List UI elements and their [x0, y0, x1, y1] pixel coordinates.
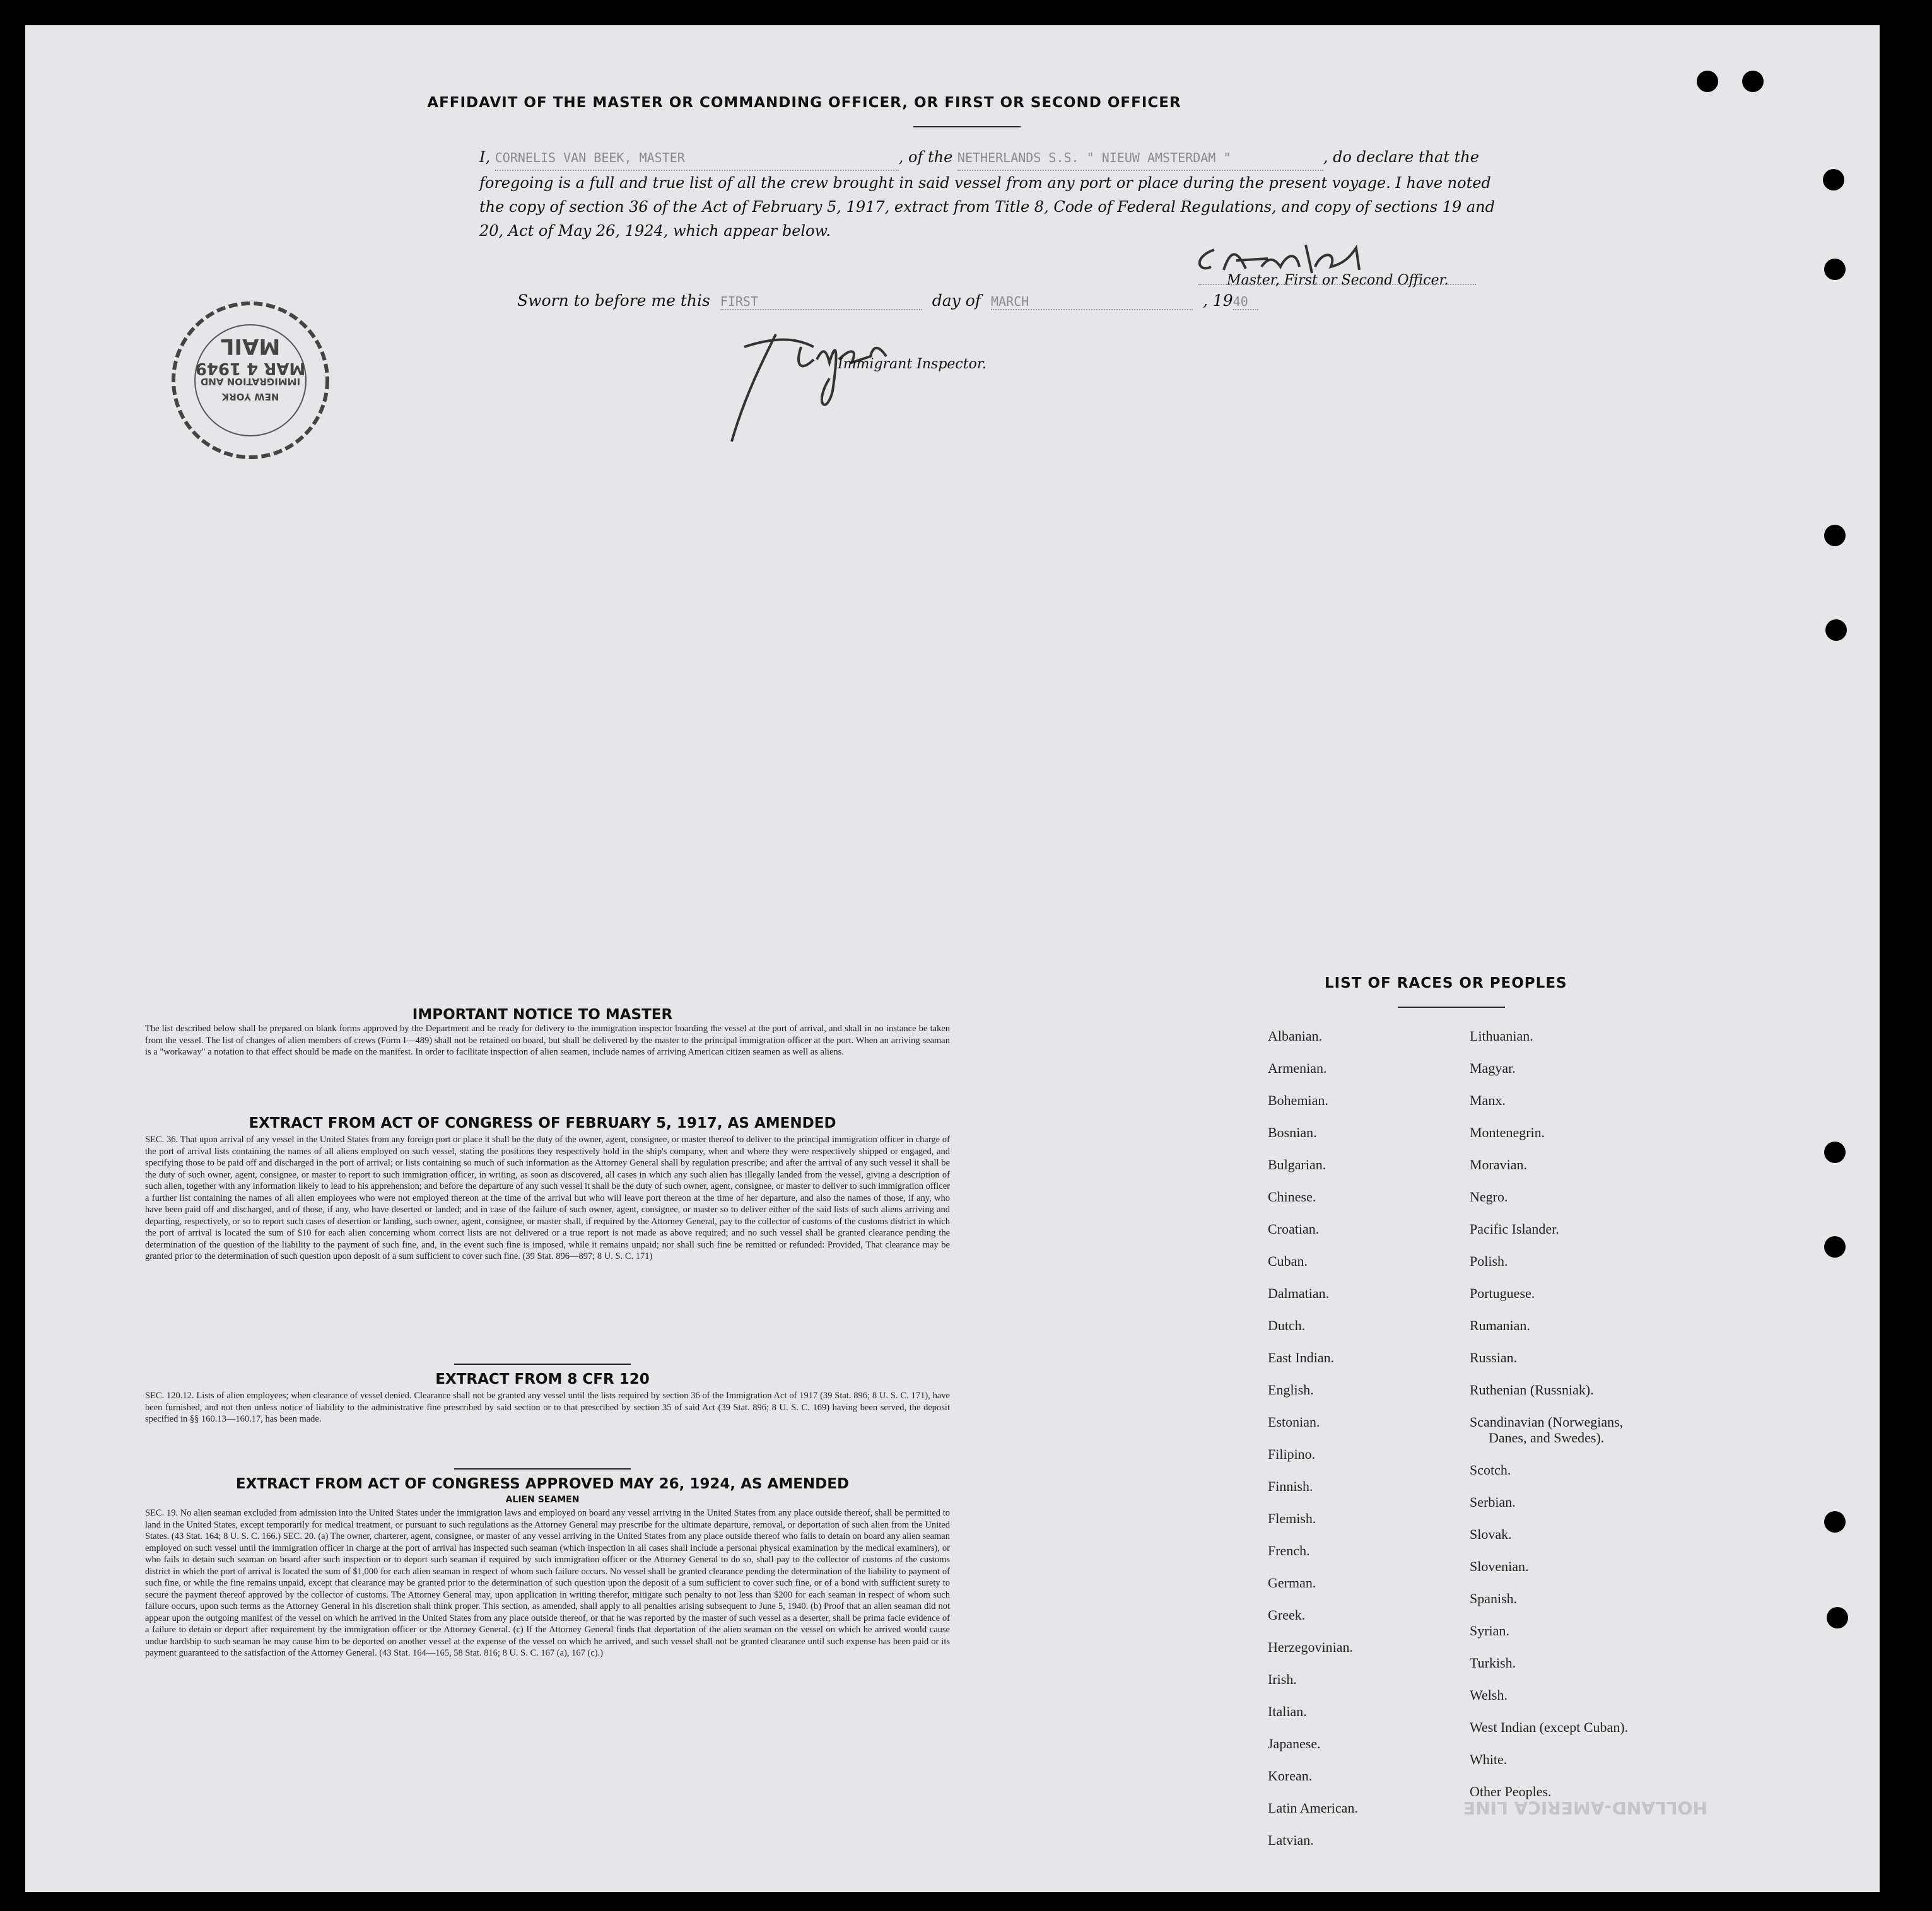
race-item: Lithuanian.	[1470, 1028, 1533, 1044]
race-item: Latvian.	[1268, 1832, 1314, 1848]
notice-heading: IMPORTANT NOTICE TO MASTER	[412, 1007, 673, 1023]
race-item: Spanish.	[1470, 1591, 1518, 1606]
race-item: Irish.	[1268, 1671, 1297, 1687]
svg-text:MAR 4 1949: MAR 4 1949	[195, 359, 306, 378]
race-item: Moravian.	[1470, 1157, 1528, 1172]
binder-hole	[1824, 259, 1846, 280]
svg-text:MAIL: MAIL	[220, 334, 281, 359]
master-name-field: CORNELIS VAN BEEK, MASTER	[495, 146, 899, 171]
stamp-seal	[168, 298, 333, 463]
race-item: Slovak.	[1470, 1526, 1512, 1542]
binder-hole	[1823, 169, 1844, 190]
sworn-month-field: MARCH	[991, 294, 1193, 310]
race-item: English.	[1268, 1382, 1314, 1398]
inspector-signature-scribble	[706, 322, 921, 448]
affidavit-title: AFFIDAVIT OF THE MASTER OR COMMANDING OFFICER, OR FIRST OR SECOND OFFICER	[427, 95, 1181, 111]
race-item: Greek.	[1268, 1607, 1306, 1623]
race-item: French.	[1268, 1543, 1310, 1558]
section-divider	[454, 1364, 631, 1365]
race-item: White.	[1470, 1751, 1508, 1767]
binder-hole	[1825, 619, 1847, 641]
race-item: Albanian.	[1268, 1028, 1323, 1044]
race-item: Russian.	[1470, 1350, 1518, 1365]
race-item: Chinese.	[1268, 1189, 1316, 1205]
immigration-stamp	[168, 298, 333, 463]
race-item: Japanese.	[1268, 1736, 1321, 1751]
binder-hole	[1697, 71, 1718, 92]
binder-hole	[1824, 1236, 1846, 1258]
sworn-day-field: FIRST	[720, 294, 922, 310]
inspector-label: Immigrant Inspector.	[838, 356, 986, 372]
sworn-year-prefix: , 19	[1202, 291, 1233, 310]
section-divider	[454, 1468, 631, 1470]
holland-america-watermark: HOLLAND-AMERICA LINE	[1463, 1797, 1707, 1818]
race-item: Scandinavian (Norwegians,	[1470, 1414, 1624, 1430]
races-heading: LIST OF RACES OR PEOPLES	[1325, 975, 1567, 991]
race-item: Polish.	[1470, 1253, 1508, 1269]
race-item: Portuguese.	[1470, 1285, 1535, 1301]
race-item: Italian.	[1268, 1704, 1307, 1719]
binder-hole	[1824, 1511, 1846, 1533]
race-item: Bulgarian.	[1268, 1157, 1326, 1172]
race-item: Slovenian.	[1470, 1558, 1529, 1574]
binder-hole	[1827, 1607, 1848, 1628]
race-item: Armenian.	[1268, 1060, 1327, 1076]
sworn-year-field: 40	[1233, 294, 1258, 310]
race-item: Serbian.	[1470, 1494, 1516, 1510]
extract-1924-text: SEC. 19. No alien seaman excluded from admission into the United States under the immigration laws and employed on board any vessel arriving in the United States from any place outside thereof, shall be permitted to land in the United States, except temporarily for medical treatment, or pursuant to such regulations as the Attorney General may prescribe for the ultimate departure, removal, or deportation of such alien from the United States. (43 Stat. 164; 8 U. S. C. 166.) SEC. 20. (a) The owner, charterer, agent, consignee, or master of any vessel arriving in the United States from any place outside thereof who fails to detain on board any alien seaman employed on such vessel until the immigration officer in charge at the port of arrival has inspected such seaman (which inspection in all cases shall include a personal physical examination by the medical examiners), or who fails to detain such seaman on board after such inspection or to deport such seaman if required by such immigration officer or the Attorney General to do so, shall pay to the collector of customs of the customs district in which the port of arrival is located the sum of $1,000 for each alien seaman in respect of whom such failure occurs. No vessel shall be granted clearance pending the determination of the liability to payment of such fine, or while the fine remains unpaid, except that clearance may be granted prior to the determination of such question upon the deposit of a sum sufficient to cover such fine, or of a bond with sufficient surety to secure the payment thereof approved by the collector of customs. The Attorney General may, upon application in writing therefor, mitigate such penalty to not less than $200 for each seaman in respect of whom such failure occurs, upon such terms as the Attorney General in his discretion shall think proper. This section, as amended, shall apply to all penalties arising subsequent to June 5, 1940. (b) Proof that an alien seaman did not appear upon the outgoing manifest of the vessel on which he arrived in the United States from any place outside thereof, or that he was reported by the master of such vessel as a deserter, shall be prima facie evidence of a failure to detain or deport after requirement by the immigration officer or the Attorney General. (c) If the Attorney General finds that deportation of the alien seaman on the vessel on which he arrived would cause undue hardship to such seaman he may cause him to be deported on another vessel at the expense of the vessel on which he arrived, and such vessel shall not be granted clearance until such expense has been paid or its payment guaranteed to the satisfaction of the Attorney General. (43 Stat. 164—165, 58 Stat. 816; 8 U. S. C. 167 (a), 167 (c).)	[145, 1508, 950, 1658]
race-item: Scotch.	[1470, 1462, 1511, 1478]
svg-text:IMMIGRATION AND: IMMIGRATION AND	[200, 376, 301, 387]
race-item: Herzegovinian.	[1268, 1639, 1353, 1655]
race-item: Syrian.	[1470, 1623, 1509, 1639]
alien-seamen-subheading: ALIEN SEAMEN	[505, 1495, 580, 1505]
race-item: Welsh.	[1470, 1687, 1508, 1703]
race-item: Filipino.	[1268, 1446, 1316, 1462]
race-item: Bosnian.	[1268, 1125, 1317, 1140]
race-item: Latin American.	[1268, 1800, 1358, 1816]
sworn-day-of: day of	[932, 291, 981, 310]
race-item: Magyar.	[1470, 1060, 1516, 1076]
race-item: Cuban.	[1268, 1253, 1308, 1269]
race-item: Pacific Islander.	[1470, 1221, 1559, 1237]
declaration-do-declare: , do declare	[1323, 148, 1414, 166]
races-underline	[1398, 1007, 1505, 1008]
race-item: Negro.	[1470, 1189, 1508, 1205]
race-item: Korean.	[1268, 1768, 1313, 1784]
race-item: West Indian (except Cuban).	[1470, 1719, 1629, 1735]
race-item: Finnish.	[1268, 1478, 1313, 1494]
binder-hole	[1742, 71, 1764, 92]
title-underline	[913, 126, 1021, 127]
race-item: Ruthenian (Russniak).	[1470, 1382, 1594, 1398]
race-item: Manx.	[1470, 1092, 1506, 1108]
race-item: German.	[1268, 1575, 1316, 1591]
sworn-line	[517, 291, 1258, 310]
race-item: Rumanian.	[1470, 1318, 1530, 1333]
race-item: Bohemian.	[1268, 1092, 1328, 1108]
vessel-name-field: NETHERLANDS S.S. " NIEUW AMSTERDAM "	[957, 146, 1323, 171]
sworn-prefix: Sworn to before me this	[517, 291, 710, 310]
master-signature-label: Master, First or Second Officer.	[1227, 272, 1449, 288]
extract-cfr-heading: EXTRACT FROM 8 CFR 120	[435, 1371, 650, 1388]
binder-hole	[1824, 1142, 1846, 1163]
extract-1917-text: SEC. 36. That upon arrival of any vessel in the United States from any foreign port or place it shall be the duty of the owner, agent, consignee, or master thereof to deliver to the principal immigration officer in charge of the port of arrival lists containing the names of all aliens employed on such vessel, stating the positions they respectively hold in the ship's company, when and where they were respectively shipped or engaged, and specifying those to be paid off and discharged in the port of arrival; or lists containing so much of such information as the Attorney General shall by regulation prescribe; and after the arrival of any such vessel it shall be the duty of such owner, agent, consignee, or master to report to such immigration officer, in writing, as soon as discovered, all cases in which any such alien has illegally landed from the vessel, giving a description of such alien, together with any information likely to lead to his apprehension; and before the departure of any such vessel it shall be the duty of such owner, agent, consignee, or master to deliver to such immigration officer a further list containing the names of all alien employees who were not employed thereon at the time of the arrival but who will leave port thereon at the time of her departure, and also the names of those, if any, who have been paid off and discharged, and of those, if any, who have deserted or landed; and in case of the failure of such owner, agent, consignee, or master so to deliver either of the said lists of such aliens arriving and departing, respectively, or so to report such cases of desertion or landing, such owner, agent, consignee, or master shall, if required by the Attorney General, pay to the collector of customs of the customs district in which the port of arrival is located the sum of $10 for each alien concerning whom correct lists are not delivered or a true report is not made as above required; and no such vessel shall be granted clearance pending the determination of the question of the liability to the payment of such fine, and, in the event such fine is imposed, while it remains unpaid; nor shall such fine be remitted or refunded: Provided, That clearance may be granted prior to the determination of such question upon deposit of a sum sufficient to cover such fine. (39 Stat. 896—897; 8 U. S. C. 171)	[145, 1135, 950, 1261]
race-item: Turkish.	[1470, 1655, 1516, 1671]
race-item: Estonian.	[1268, 1414, 1320, 1430]
notice-text: The list described below shall be prepared on blank forms approved by the Department and be ready for delivery to the immigration inspector boarding the vessel at the port of arrival, and shall in no instance be taken from the vessel. The list of changes of alien members of crews (Form I—489) shall not be retained on board, but shall be delivered by the master to the principal immigration officer at the port. When an arriving seaman is a "workaway" a notation to that effect should be made on the manifest. In order to facilitate inspection of alien seamen, include names of arriving American citizen seamen as well as aliens.	[145, 1024, 950, 1057]
binder-hole	[1824, 525, 1846, 546]
form-sheet	[25, 25, 1880, 1892]
race-item: Dutch.	[1268, 1318, 1306, 1333]
extract-1924-heading: EXTRACT FROM ACT OF CONGRESS APPROVED MAY 26, 1924, AS AMENDED	[235, 1476, 850, 1492]
race-item: Flemish.	[1268, 1511, 1316, 1526]
extract-cfr-text: SEC. 120.12. Lists of alien employees; when clearance of vessel denied. Clearance shall not be granted any vessel until the lists required by section 36 of the Immigration Act of 1917 (39 Stat. 896; 8 U. S. C. 171), have been furnished, and not then unless notice of liability to the administrative fine prescribed by said section or to that prescribed by section 35 of said Act (39 Stat. 896; 8 U. S. C. 169) having been served, the deposit specified in §§ 160.13—160.17, has been made.	[145, 1391, 950, 1424]
race-item: East Indian.	[1268, 1350, 1335, 1365]
extract-1917-heading: EXTRACT FROM ACT OF CONGRESS OF FEBRUARY 5, 1917, AS AMENDED	[249, 1115, 836, 1131]
declaration-body: that the foregoing is a full and true list of all the crew brought in said vessel from any port or place during the present voyage. I have noted the copy of section 36 of the Act of February 5, 1917, extract from Title 8, Code of Federal Regulations, and copy of sections 19 and 20, Act of May 26, 1924, which appear below.	[479, 148, 1495, 240]
svg-text:NEW YORK: NEW YORK	[221, 391, 279, 402]
declaration-paragraph	[479, 145, 1501, 243]
race-item: Danes, and Swedes).	[1489, 1430, 1605, 1446]
declaration-prefix: I,	[479, 148, 491, 166]
declaration-of-the: , of the	[898, 148, 953, 166]
inspector-signature	[706, 322, 921, 448]
race-item: Dalmatian.	[1268, 1285, 1330, 1301]
race-item: Montenegrin.	[1470, 1125, 1545, 1140]
race-item: Croatian.	[1268, 1221, 1320, 1237]
race-item: Other Peoples.	[1470, 1784, 1552, 1799]
